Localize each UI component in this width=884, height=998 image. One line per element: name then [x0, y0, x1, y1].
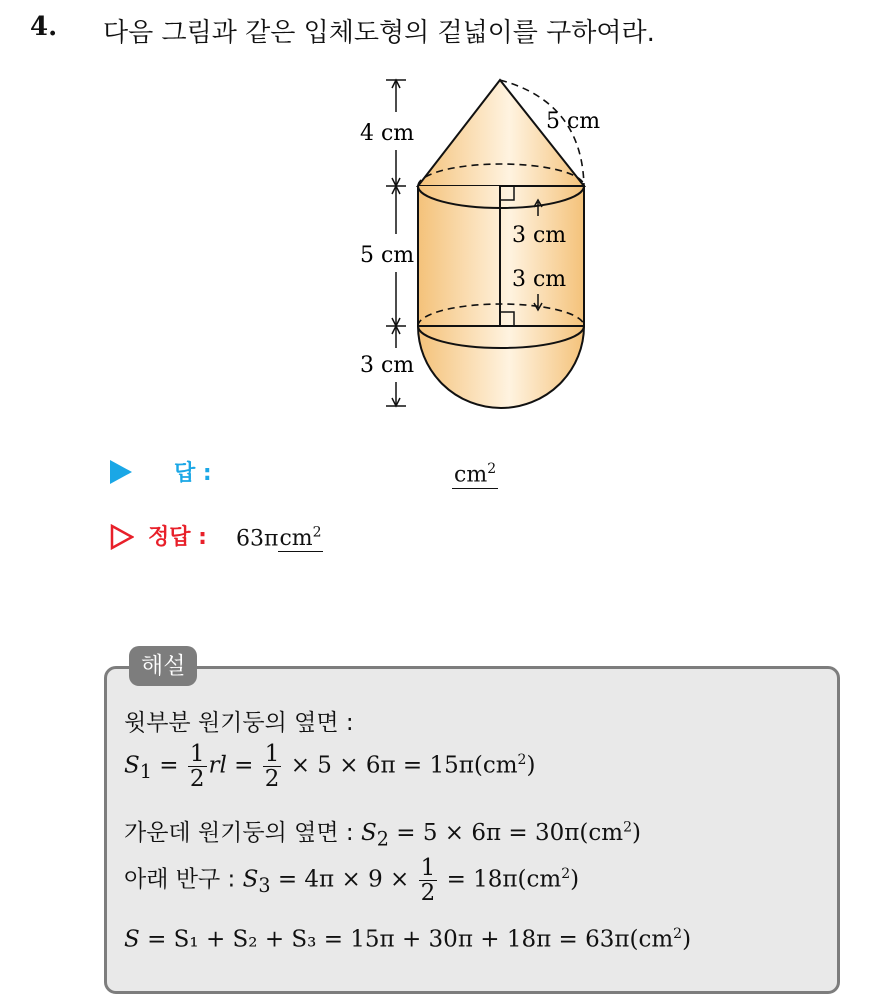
cone-height-label: 4 cm — [360, 121, 415, 146]
solution-line-1: 윗부분 원기둥의 옆면 : — [124, 710, 354, 736]
solid-figure — [350, 72, 650, 422]
solution-line-5: $S = S_1 + S_2 + S_3 = 15\pi + 30\pi + 18\pi = 63\pi(cm^2)$ — [124, 926, 692, 953]
solution-line-3: 가운데 원기둥의 옆면 : $S_2 = 5 \times 6\pi = 30\pi(cm^2)$ — [124, 819, 641, 851]
question-number: 4. — [30, 12, 58, 42]
answer-input[interactable]: $cm^2$ — [452, 456, 498, 489]
hemisphere-shape — [418, 326, 584, 408]
correct-value: 63πcm$^2$ — [236, 525, 322, 552]
solution-line-4: 아래 반구 : $S_3 = 4\pi \times 9$ × $\frac{1}{2}$ = $18\pi(cm^2)$ — [124, 855, 580, 906]
radius-top-label: 3 cm — [512, 223, 567, 248]
radius-bottom-label: 3 cm — [512, 267, 567, 292]
correct-label: 정답 : — [148, 525, 207, 550]
hemisphere-height-label: 3 cm — [360, 353, 415, 378]
solution-line-2: $S_1$ = $\frac{1}{2}$ rl = $\frac{1}{2}$ × $5 \times 6\pi = 15\pi(cm^2)$ — [124, 741, 536, 792]
cylinder-height-label: 5 cm — [360, 243, 415, 268]
play-icon — [110, 460, 132, 484]
solution-tag: 해설 — [129, 646, 197, 686]
slant-label: 5 cm — [546, 109, 601, 134]
answer-label: 답 : — [174, 461, 212, 486]
play-outline-icon — [110, 524, 134, 550]
question-text: 다음 그림과 같은 입체도형의 겉넓이를 구하여라. — [103, 18, 655, 48]
